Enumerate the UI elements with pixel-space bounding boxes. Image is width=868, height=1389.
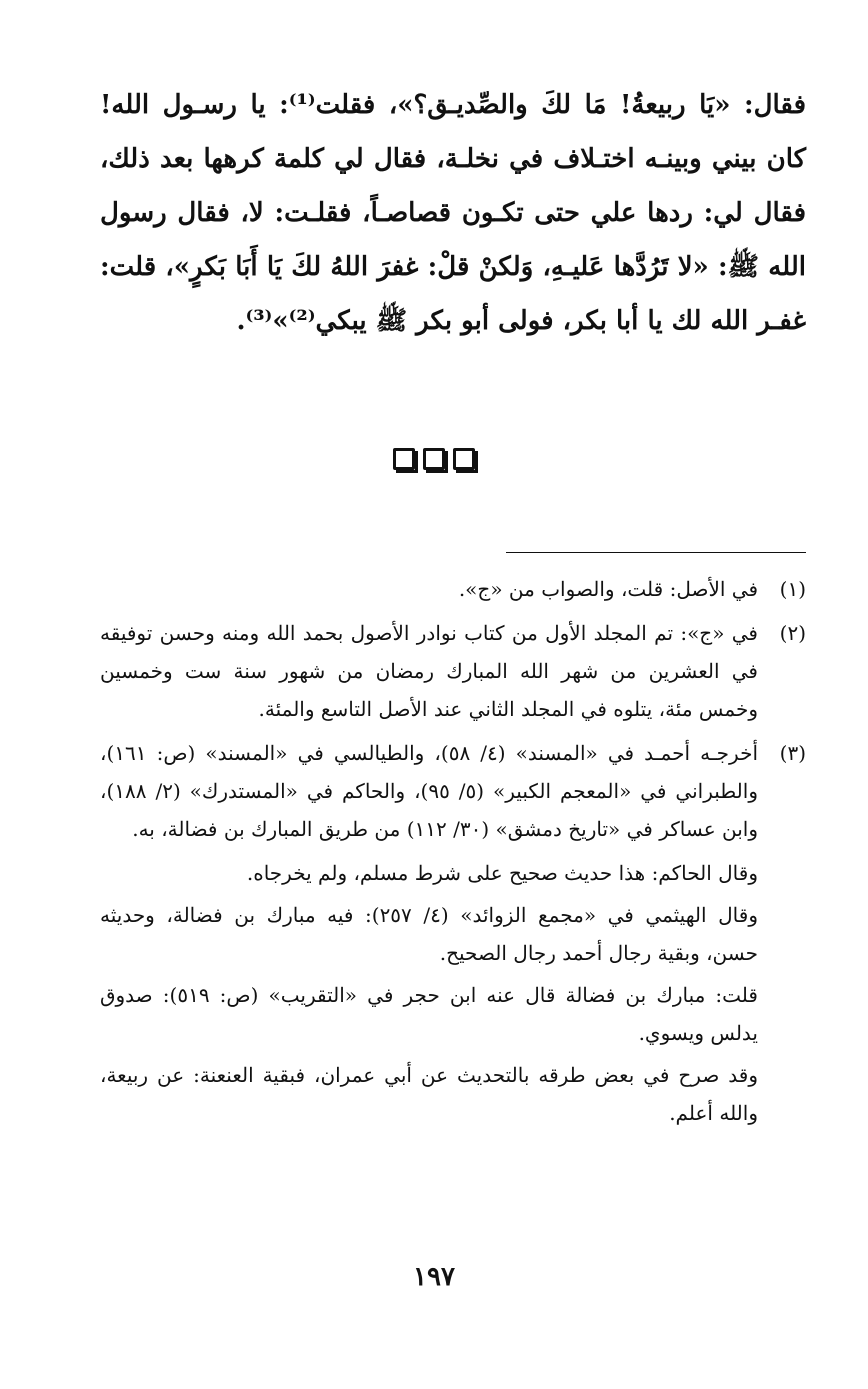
footnote-3-continuation: قلت: مبارك بن فضالة قال عنه ابن حجر في «التقريب» (ص: ٥١٩): صدوق يدلس ويسوي. [100, 983, 758, 1045]
ornament-square-icon [393, 448, 415, 470]
ornament-square-icon [423, 448, 445, 470]
footnote-3-continuation: وقال الهيثمي في «مجمع الزوائد» (٤/ ٢٥٧): فيه مبارك بن فضالة، وحديثه حسن، وبقية رجال أحمد رجال الصحيح. [100, 903, 758, 965]
footnote-3-continuation: وقد صرح في بعض طرقه بالتحديث عن أبي عمران، فبقية العنعنة: عن ربيعة، والله أعلم. [100, 1063, 758, 1125]
section-divider-ornament [0, 448, 868, 470]
footnote-3-continuation: وقال الحاكم: هذا حديث صحيح على شرط مسلم، ولم يخرجاه. [246, 861, 758, 885]
main-paragraph: فقال: «يَا ربيعةُ! مَا لكَ والصِّديـق؟»، فقلت⁽¹⁾: يا رسـول الله! كان بيني وبينـه اختـلاف في نخلـة، فقال لي كلمة كرهها بعد ذلك، فقال لي: ردها علي حتى تكـون قصاصـاً، فقلـت: لا، فقال رسول الله ﷺ: «لا تَرُدَّها عَليـهِ، وَلكنْ قلْ: غفرَ اللهُ لكَ يَا أَبَا بَكرٍ»، قلت: غفـر الله لك يا أبا بكر، فولى أبو بكر ﷺ يبكي⁽²⁾»⁽³⁾. [100, 90, 807, 336]
footnote-number: (١) [779, 577, 806, 601]
footnote-text: في «ج»: تم المجلد الأول من كتاب نوادر الأصول بحمد الله ومنه وحسن توفيقه في العشرين من شهر الله المبارك رمضان من شهور سنة ست وخمسين وخمس مئة، يتلوه في المجلد الثاني عند الأصل التاسع والمئة. [100, 621, 758, 721]
footnote-2 [100, 614, 806, 728]
footnote-text: في الأصل: قلت، والصواب من «ج». [458, 577, 758, 601]
footnote-text: أخرجـه أحمـد في «المسند» (٤/ ٥٨)، والطيالسي في «المسند» (ص: ١٦١)، والطبراني في «المعجم الكبير» (٥/ ٩٥)، والحاكم في «المستدرك» (٢/ ١٨٨)، وابن عساكر في «تاريخ دمشق» (٣٠/ ١١٢) من طريق المبارك بن فضالة، به. [100, 741, 758, 841]
footnote-number: (٢) [779, 621, 806, 645]
ornament-square-icon [453, 448, 475, 470]
footnote-3 [100, 734, 806, 848]
footnote-1 [100, 570, 806, 608]
main-text-block [100, 78, 806, 348]
footnote-separator [506, 552, 806, 553]
footnotes [100, 570, 806, 1136]
page-number: ١٩٧ [413, 1262, 455, 1292]
footnote-number: (٣) [779, 741, 806, 765]
